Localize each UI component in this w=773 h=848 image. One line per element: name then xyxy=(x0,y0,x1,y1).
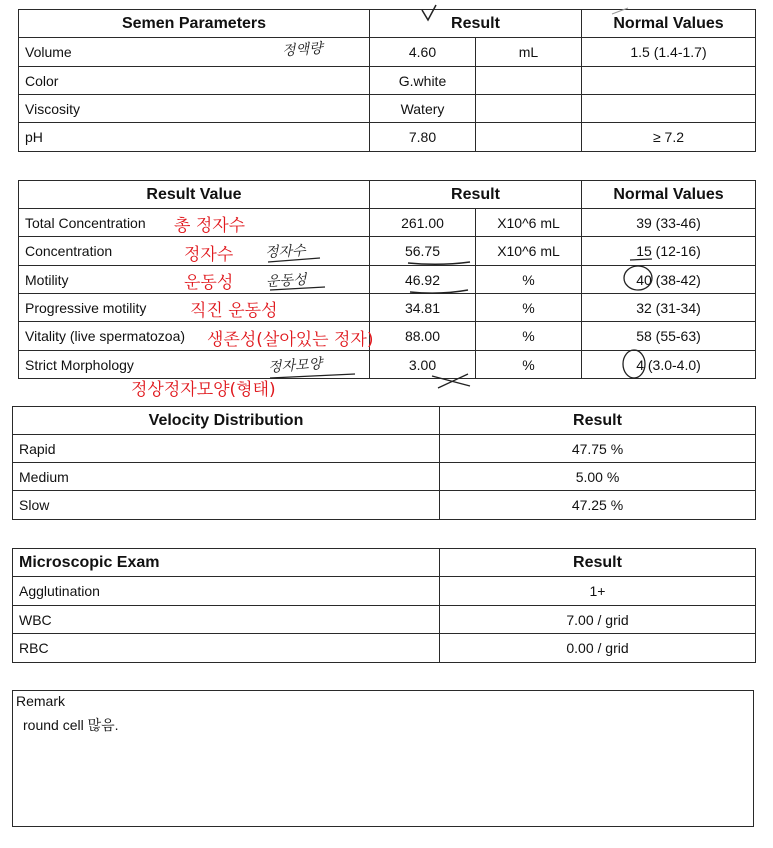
circle-mark-morphology-normal xyxy=(623,350,645,378)
handwriting-concentration: 정자수 xyxy=(264,242,307,262)
handwriting-volume: 정액량 xyxy=(281,40,324,60)
row-label: Color xyxy=(19,67,370,95)
annotation-vitality: 생존성(살아있는 정자) xyxy=(207,330,374,350)
row-label: Strict Morphology xyxy=(19,351,370,379)
header-velocity-distribution: Velocity Distribution xyxy=(13,407,440,435)
header-result: Result xyxy=(370,181,582,209)
row-normal: 1.5 (1.4-1.7) xyxy=(582,38,756,67)
row-label: Medium xyxy=(13,463,440,491)
row-unit: % xyxy=(476,266,582,294)
underline-concentration xyxy=(408,262,470,264)
remark-title: Remark xyxy=(16,693,66,709)
handwriting-morphology: 정자모양 xyxy=(267,356,323,376)
row-normal: 15 (12-16) xyxy=(582,237,756,266)
row-label: Viscosity xyxy=(19,95,370,123)
row-value: 7.80 xyxy=(370,123,476,152)
row-label: Vitality (live spermatozoa) xyxy=(19,322,370,351)
header-result: Result xyxy=(440,549,756,577)
circle-mark-motility-normal xyxy=(624,266,652,290)
row-label: Volume xyxy=(19,38,370,67)
header-normal-values: Normal Values xyxy=(582,10,756,38)
underline-handwriting-motility xyxy=(270,287,325,290)
row-label: Total Concentration xyxy=(19,209,370,237)
row-value: 56.75 xyxy=(370,237,476,266)
row-normal: 32 (31-34) xyxy=(582,294,756,322)
annotation-morphology: 정상정자모양(형태) xyxy=(131,380,276,400)
row-value: 0.00 / grid xyxy=(440,634,756,663)
row-label: Progressive motility xyxy=(19,294,370,322)
row-normal: 39 (33-46) xyxy=(582,209,756,237)
row-label: Agglutination xyxy=(13,577,440,606)
row-value: 5.00 % xyxy=(440,463,756,491)
row-label: Rapid xyxy=(13,435,440,463)
row-label: pH xyxy=(19,123,370,152)
header-result: Result xyxy=(370,10,582,38)
row-value: 46.92 xyxy=(370,266,476,294)
row-unit: % xyxy=(476,294,582,322)
header-semen-parameters: Semen Parameters xyxy=(19,10,370,38)
row-unit: mL xyxy=(476,38,582,67)
row-label: Slow xyxy=(13,491,440,520)
header-result-value: Result Value xyxy=(19,181,370,209)
annotation-progressive: 직진 운동성 xyxy=(190,301,278,321)
underline-handwriting-concentration xyxy=(268,258,320,262)
annotation-concentration: 정자수 xyxy=(184,245,234,265)
row-normal: 40 (38-42) xyxy=(582,266,756,294)
row-value: 88.00 xyxy=(370,322,476,351)
underline-normal-concentration xyxy=(630,259,652,260)
row-unit: % xyxy=(476,322,582,351)
slash-mark xyxy=(612,8,628,14)
underline-handwriting-morphology xyxy=(270,374,355,378)
row-normal: ≥ 7.2 xyxy=(582,123,756,152)
row-label: Motility xyxy=(19,266,370,294)
row-value: 7.00 / grid xyxy=(440,606,756,634)
underline-motility xyxy=(410,290,468,293)
header-normal-values: Normal Values xyxy=(582,181,756,209)
row-label: RBC xyxy=(13,634,440,663)
row-value: 1+ xyxy=(440,577,756,606)
cross-mark-icon xyxy=(432,374,470,388)
remark-text: round cell 많음. xyxy=(23,717,119,733)
row-value: 34.81 xyxy=(370,294,476,322)
row-unit: % xyxy=(476,351,582,379)
row-unit: X10^6 mL xyxy=(476,237,582,266)
annotation-total-concentration: 총 정자수 xyxy=(174,216,246,236)
row-value: 3.00 xyxy=(370,351,476,379)
row-value: 261.00 xyxy=(370,209,476,237)
header-microscopic-exam: Microscopic Exam xyxy=(13,549,440,577)
row-label: WBC xyxy=(13,606,440,634)
row-value: 47.25 % xyxy=(440,491,756,520)
row-value: 4.60 xyxy=(370,38,476,67)
row-value: G.white xyxy=(370,67,476,95)
header-result: Result xyxy=(440,407,756,435)
row-unit: X10^6 mL xyxy=(476,209,582,237)
handwriting-motility: 운동성 xyxy=(265,271,308,291)
checkmark-icon xyxy=(422,5,436,20)
row-value: Watery xyxy=(370,95,476,123)
row-normal: 4 (3.0-4.0) xyxy=(582,351,756,379)
row-label: Concentration xyxy=(19,237,370,266)
annotation-motility: 운동성 xyxy=(184,273,234,293)
row-normal: 58 (55-63) xyxy=(582,322,756,351)
row-value: 47.75 % xyxy=(440,435,756,463)
